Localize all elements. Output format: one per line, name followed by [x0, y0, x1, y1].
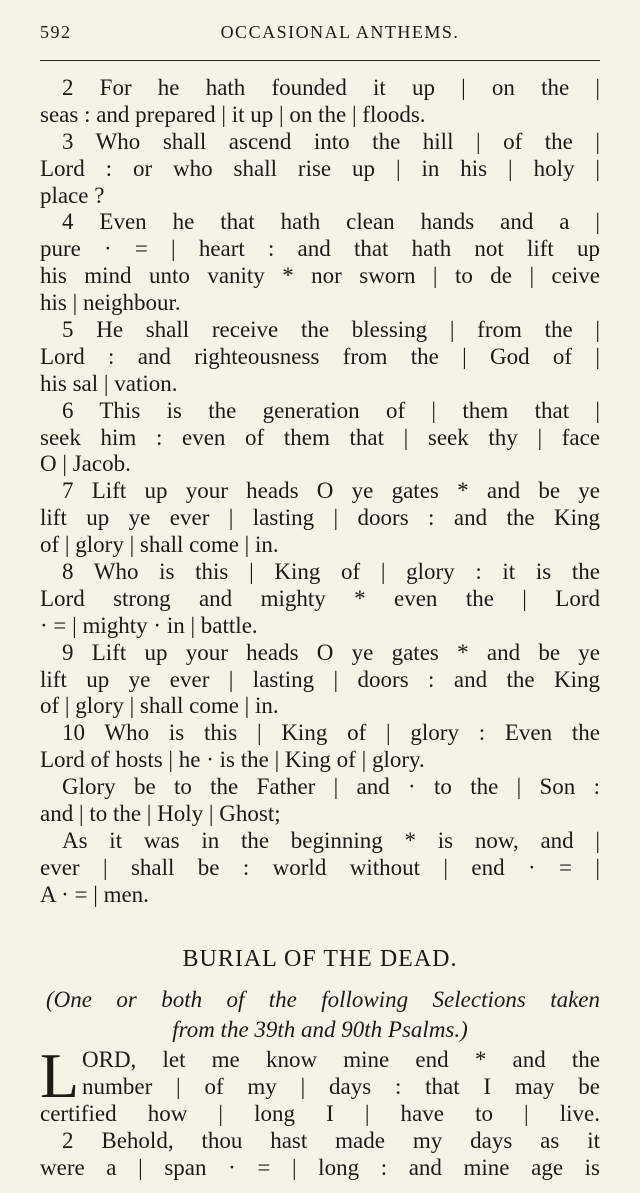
verse-line: lift up ye ever | lasting | doors : and the King [40, 505, 600, 531]
section-heading: BURIAL OF THE DEAD. [182, 946, 458, 972]
header-rule [40, 60, 600, 61]
verse-line: 6 This is the generation of | them that | [62, 397, 600, 423]
verse-line: place ? [40, 182, 105, 208]
verse-line: and | to the | Holy | Ghost; [40, 801, 281, 827]
verse-line: seek him : even of them that | seek thy | face [40, 424, 600, 450]
drop-cap: L [40, 1040, 80, 1111]
verse-line: lift up ye ever | lasting | doors : and the King [40, 666, 600, 692]
page-header [40, 18, 600, 48]
verse-line: O | Jacob. [40, 451, 131, 477]
verse-line: of | glory | shall come | in. [40, 693, 279, 719]
verse-line: 2 For he hath founded it up | on the | [62, 75, 600, 100]
verse-line: 8 Who is this | King of | glory : it is the [62, 559, 600, 585]
verse-line: seas : and prepared | it up | on the | floods. [40, 101, 426, 127]
verse-line: Lord : or who shall rise up | in his | holy | [40, 155, 600, 181]
running-title: OCCASIONAL ANTHEMS. [220, 22, 460, 42]
verse-line: As it was in the beginning * is now, and | [62, 827, 600, 853]
verse-line: A · = | men. [40, 881, 149, 907]
page-number: 592 [40, 22, 72, 42]
verse-line: 5 He shall receive the blessing | from the | [62, 317, 600, 343]
psalm-line: 2 Behold, thou hast made my days as it [62, 1128, 600, 1153]
anthem-text [40, 75, 600, 909]
verse-line: Lord : and righteousness from the | God of | [40, 343, 600, 369]
verse-line: of | glory | shall come | in. [40, 532, 279, 558]
note-line: from the 39th and 90th Psalms.) [172, 1017, 468, 1042]
verse-line: pure · = | heart : and that hath not lift up [40, 236, 600, 262]
verse-line: 9 Lift up your heads O ye gates * and be ye [62, 639, 600, 665]
verse-line: 3 Who shall ascend into the hill | of the | [62, 128, 600, 154]
psalm-text [40, 1040, 600, 1181]
verse-line: ever | shall be : world without | end · = | [40, 854, 600, 880]
verse-line: his mind unto vanity * nor sworn | to de | ceive [40, 263, 600, 289]
psalm-line: number | of my | days : that I may be [82, 1074, 600, 1099]
note-line: (One or both of the following Selections taken [46, 987, 600, 1012]
verse-line: · = | mighty · in | battle. [40, 612, 258, 638]
verse-line: his sal | vation. [40, 370, 178, 396]
psalm-line: certified how | long I | have to | live. [40, 1101, 600, 1126]
verse-line: Lord strong and mighty * even the | Lord [40, 585, 600, 611]
verse-line: Lord of hosts | he · is the | King of | glory. [40, 747, 425, 773]
verse-line: 7 Lift up your heads O ye gates * and be ye [62, 478, 600, 504]
psalm-line: ORD, let me know mine end * and the [82, 1047, 600, 1072]
section-note [40, 985, 600, 1045]
verse-line: his | neighbour. [40, 290, 181, 316]
psalm-line: were a | span · = | long : and mine age is [40, 1155, 600, 1180]
verse-line: Glory be to the Father | and · to the | Son : [62, 774, 600, 800]
verse-line: 4 Even he that hath clean hands and a | [62, 209, 600, 235]
verse-line: 10 Who is this | King of | glory : Even the [62, 720, 600, 746]
